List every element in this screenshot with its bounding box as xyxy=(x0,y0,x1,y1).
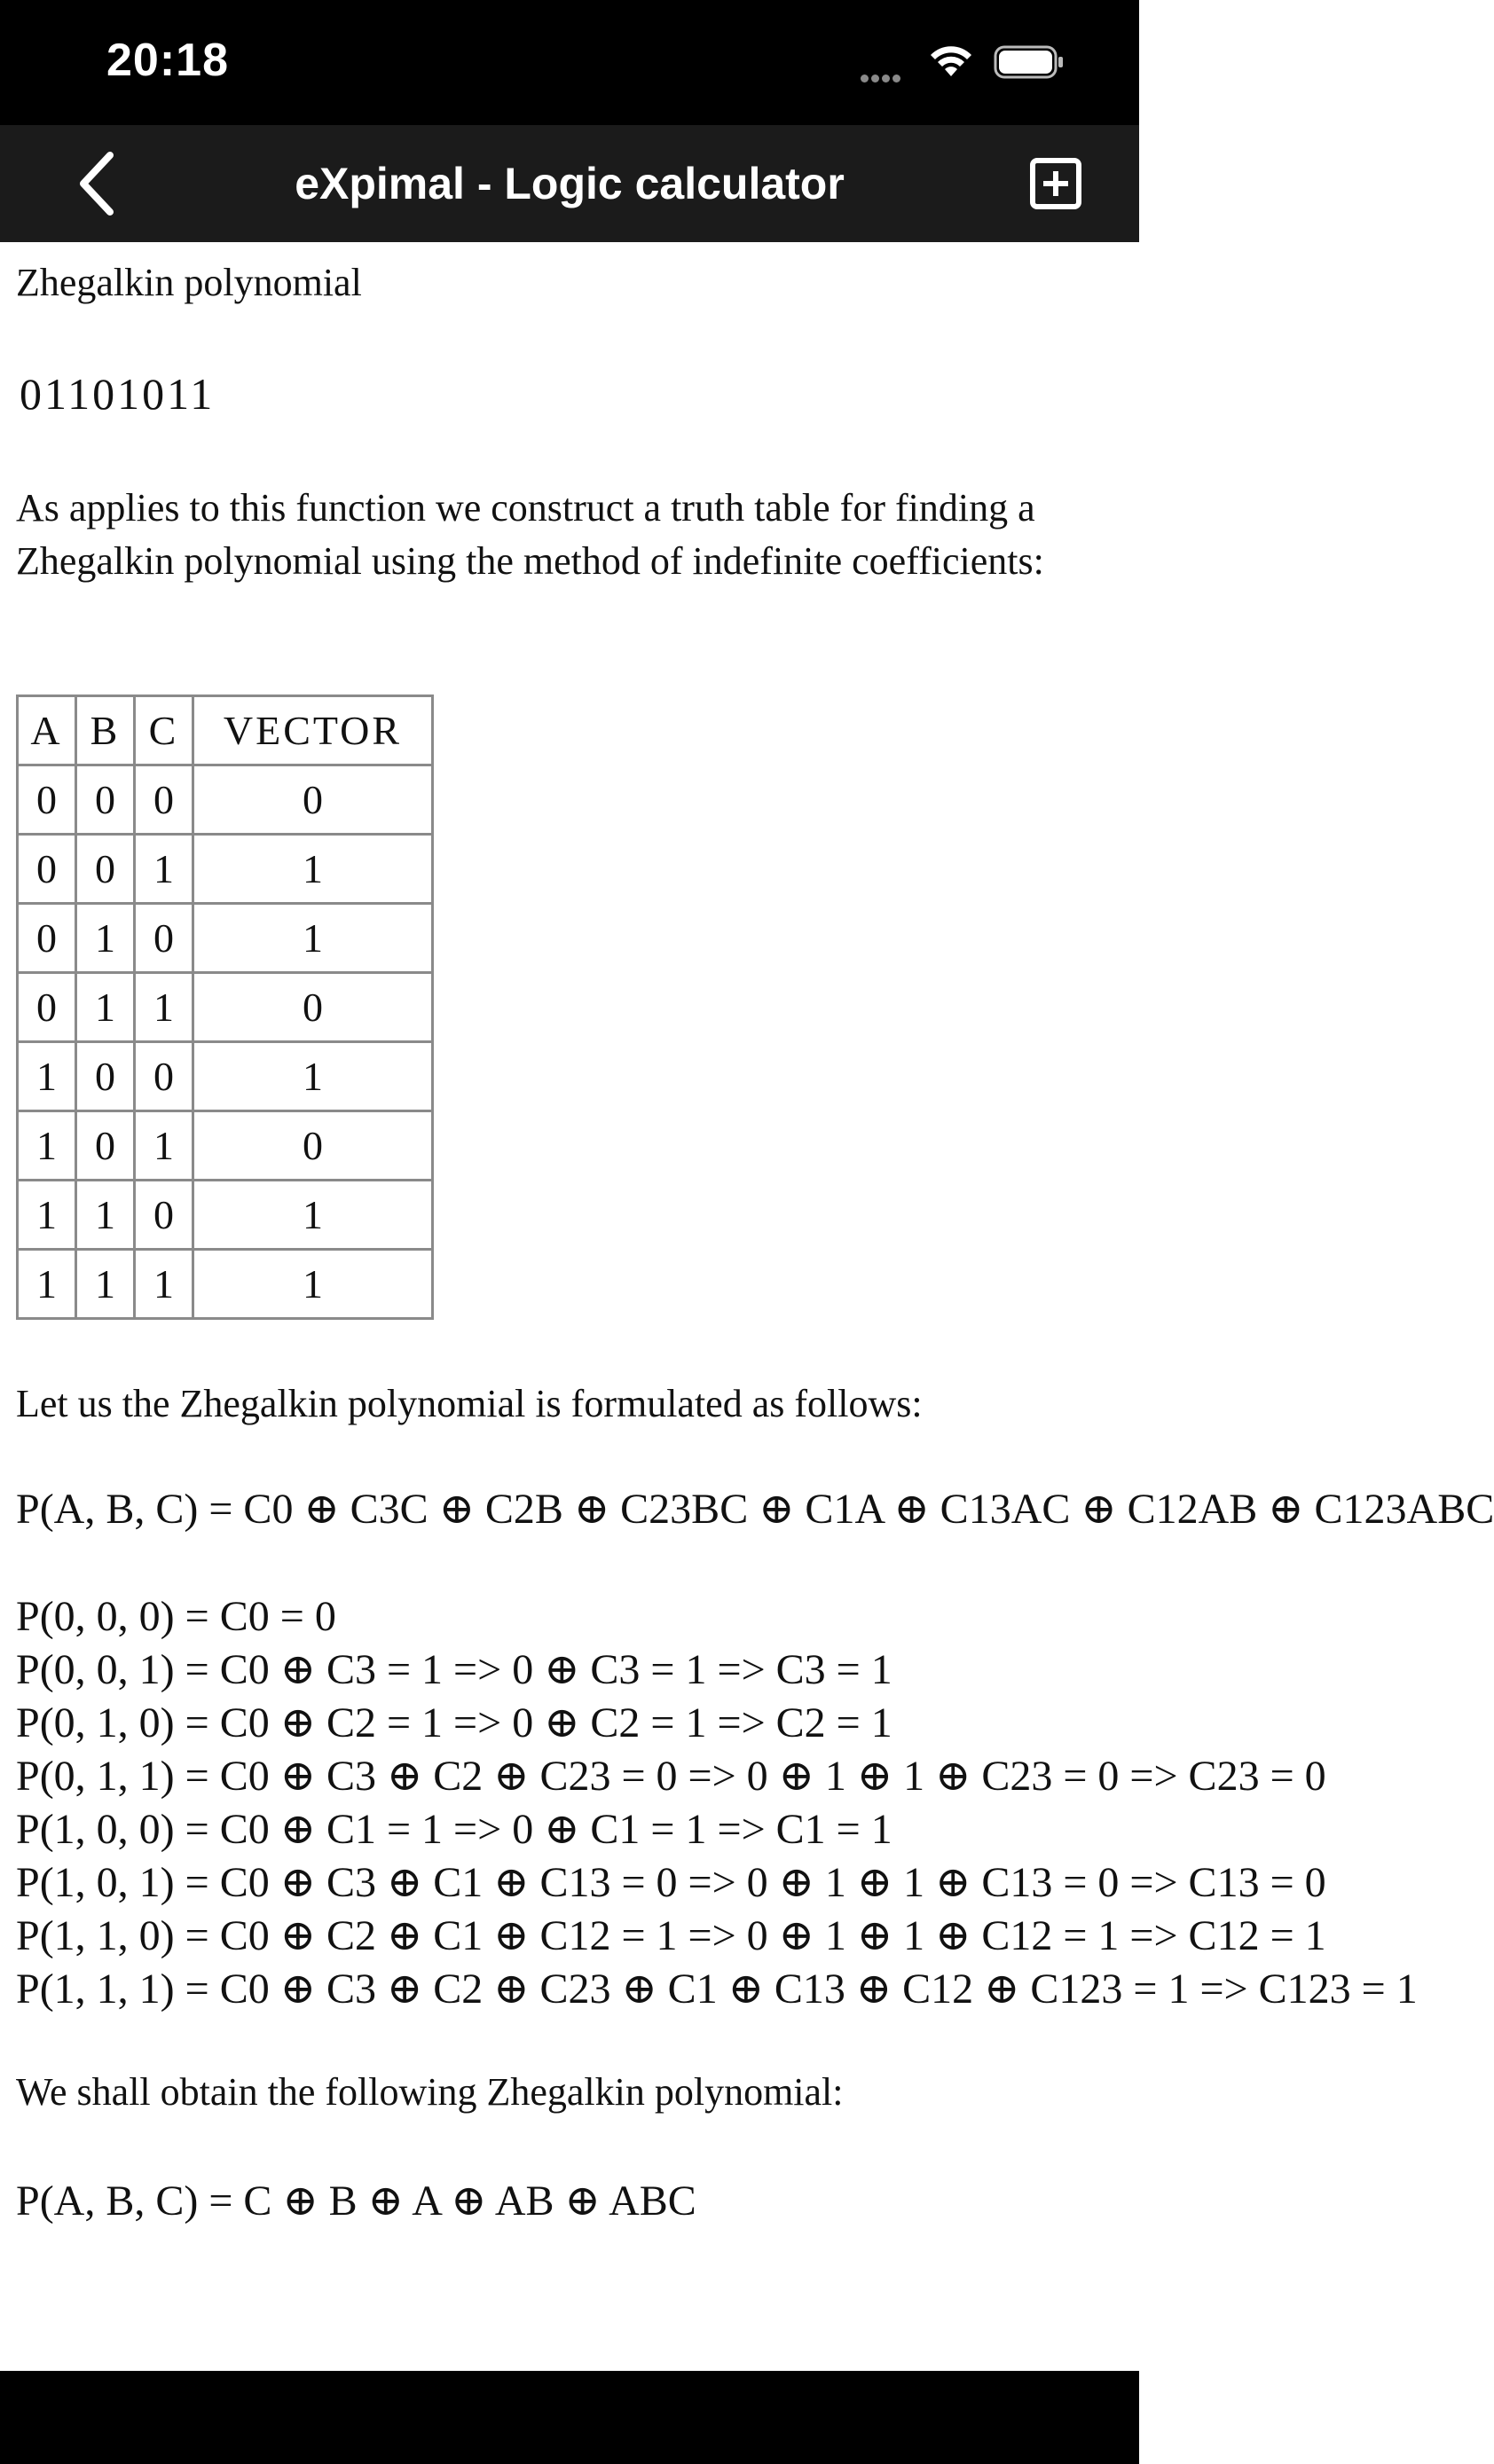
table-cell: 0 xyxy=(135,1181,193,1250)
header-cell-vector: VECTOR xyxy=(193,696,433,765)
table-cell: 1 xyxy=(76,973,135,1042)
table-cell: 0 xyxy=(193,1111,433,1181)
table-cell: 0 xyxy=(76,1042,135,1111)
table-cell: 0 xyxy=(18,765,76,835)
header-cell-c: C xyxy=(135,696,193,765)
table-cell: 1 xyxy=(18,1181,76,1250)
general-polynomial: P(A, B, C) = C0 ⊕ C3C ⊕ C2B ⊕ C23BC ⊕ C1A ⊕ C13AC ⊕ C12AB ⊕ C123ABC xyxy=(16,1486,1494,1533)
result-content xyxy=(0,242,1494,2371)
table-cell: 1 xyxy=(18,1250,76,1319)
table-header-row xyxy=(18,696,433,765)
table-cell: 1 xyxy=(135,1250,193,1319)
table-cell: 1 xyxy=(135,835,193,904)
table-row xyxy=(18,835,433,904)
function-vector: 01101011 xyxy=(20,369,216,419)
table-row xyxy=(18,765,433,835)
table-row xyxy=(18,1181,433,1250)
header-cell-b: B xyxy=(76,696,135,765)
equation-line: P(0, 0, 1) = C0 ⊕ C3 = 1 => 0 ⊕ C3 = 1 => C3 = 1 xyxy=(16,1646,892,1693)
table-cell: 1 xyxy=(76,1181,135,1250)
table-cell: 0 xyxy=(76,765,135,835)
table-row xyxy=(18,1111,433,1181)
equation-line: P(1, 0, 1) = C0 ⊕ C3 ⊕ C1 ⊕ C13 = 0 => 0 ⊕ 1 ⊕ 1 ⊕ C13 = 0 => C13 = 0 xyxy=(16,1859,1326,1906)
table-cell: 1 xyxy=(76,904,135,973)
table-cell: 1 xyxy=(193,1250,433,1319)
section-heading: Zhegalkin polynomial xyxy=(16,261,362,304)
equation-line: P(1, 0, 0) = C0 ⊕ C1 = 1 => 0 ⊕ C1 = 1 => C1 = 1 xyxy=(16,1806,892,1853)
table-cell: 0 xyxy=(76,1111,135,1181)
coefficient-equations xyxy=(16,1590,1418,2016)
equation-line: P(0, 0, 0) = C0 = 0 xyxy=(16,1593,336,1640)
table-row xyxy=(18,1250,433,1319)
table-cell: 0 xyxy=(135,904,193,973)
table-cell: 1 xyxy=(193,904,433,973)
table-row xyxy=(18,904,433,973)
plus-square-icon xyxy=(1029,157,1082,210)
table-cell: 0 xyxy=(135,1042,193,1111)
table-cell: 1 xyxy=(193,1042,433,1111)
header-cell-a: A xyxy=(18,696,76,765)
wifi-icon xyxy=(930,44,972,82)
table-cell: 0 xyxy=(135,765,193,835)
bottom-bar xyxy=(0,2371,1139,2464)
truth-table xyxy=(16,694,434,1320)
equation-line: P(1, 1, 0) = C0 ⊕ C2 ⊕ C1 ⊕ C12 = 1 => 0 ⊕ 1 ⊕ 1 ⊕ C12 = 1 => C12 = 1 xyxy=(16,1912,1326,1959)
table-cell: 0 xyxy=(76,835,135,904)
table-cell: 0 xyxy=(18,973,76,1042)
table-cell: 1 xyxy=(18,1111,76,1181)
page-title: eXpimal - Logic calculator xyxy=(295,159,845,208)
table-cell: 0 xyxy=(193,973,433,1042)
equation-line: P(1, 1, 1) = C0 ⊕ C3 ⊕ C2 ⊕ C23 ⊕ C1 ⊕ C13 ⊕ C12 ⊕ C123 = 1 => C123 = 1 xyxy=(16,1966,1418,2013)
table-cell: 1 xyxy=(18,1042,76,1111)
table-row xyxy=(18,973,433,1042)
result-text: We shall obtain the following Zhegalkin polynomial: xyxy=(16,2070,844,2114)
table-cell: 1 xyxy=(76,1250,135,1319)
status-bar xyxy=(0,0,1139,125)
equation-line: P(0, 1, 0) = C0 ⊕ C2 = 1 => 0 ⊕ C2 = 1 => C2 = 1 xyxy=(16,1699,892,1746)
table-row xyxy=(18,1042,433,1111)
table-cell: 0 xyxy=(18,835,76,904)
final-polynomial: P(A, B, C) = C ⊕ B ⊕ A ⊕ AB ⊕ ABC xyxy=(16,2178,696,2225)
battery-icon xyxy=(994,44,1065,84)
navigation-bar xyxy=(0,125,1139,242)
table-cell: 0 xyxy=(18,904,76,973)
equation-line: P(0, 1, 1) = C0 ⊕ C3 ⊕ C2 ⊕ C23 = 0 => 0 ⊕ 1 ⊕ 1 ⊕ C23 = 0 => C23 = 0 xyxy=(16,1753,1326,1800)
table-cell: 1 xyxy=(135,1111,193,1181)
intro-paragraph: As applies to this function we construct a truth table for finding a Zhegalkin polynomial using the method of indefinite coefficients: xyxy=(16,486,1044,583)
table-cell: 0 xyxy=(193,765,433,835)
table-cell: 1 xyxy=(135,973,193,1042)
cellular-signal-icon xyxy=(861,71,903,87)
add-button[interactable] xyxy=(1029,157,1082,210)
status-time: 20:18 xyxy=(106,35,229,86)
table-cell: 1 xyxy=(193,835,433,904)
formulation-text: Let us the Zhegalkin polynomial is formulated as follows: xyxy=(16,1382,923,1425)
table-cell: 1 xyxy=(193,1181,433,1250)
